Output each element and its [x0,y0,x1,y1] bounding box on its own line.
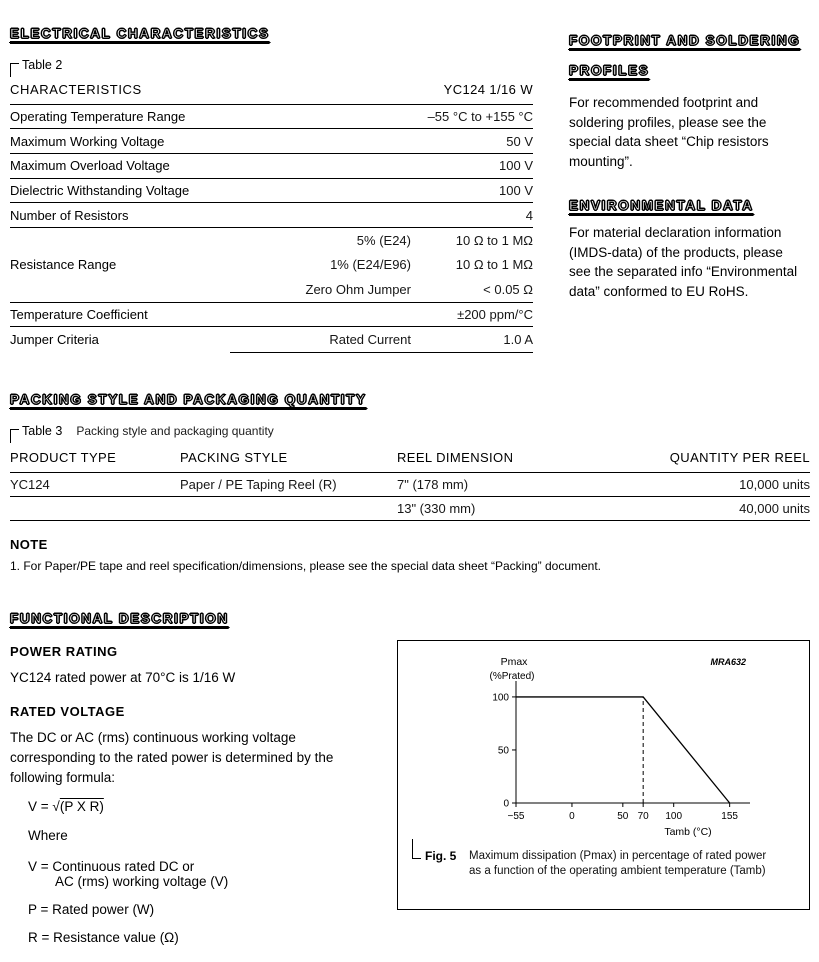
formula-lhs: V = [28,798,49,814]
y-tick-label: 50 [497,745,509,757]
row-condition: Rated Current [329,332,411,348]
table-row [10,327,533,352]
power-rating-text: YC124 rated power at 70°C is 1/16 W [10,669,236,685]
rated-voltage-text: The DC or AC (rms) continuous working voltage corresponding to the rated power is determined by the following formula: [10,729,334,785]
row-value: 10 Ω to 1 MΩ [455,232,533,248]
table2-marker [10,58,533,72]
row-value: 100 V [499,158,533,174]
table-row [10,303,533,328]
row-value: ±200 ppm/°C [457,306,533,322]
footprint-heading: FOOTPRINT AND SOLDERING PROFILES [569,33,801,78]
cell-product-type: YC124 [10,476,50,492]
row-value: 1.0 A [503,332,533,348]
sidebar-notes [569,26,801,352]
figure-label: Fig. 5 [425,848,457,863]
row-label: Maximum Working Voltage [10,133,165,149]
packing-section [10,392,810,521]
definition-v-line1: V = Continuous rated DC or [28,858,195,874]
definition-v [28,859,385,889]
row-label: Maximum Overload Voltage [10,158,170,174]
x-tick-label: −55 [507,810,525,822]
top-row [10,26,810,352]
rated-voltage-heading: RATED VOLTAGE [10,703,125,719]
table-subrow [241,277,533,302]
environmental-heading: ENVIRONMENTAL DATA [569,198,754,214]
functional-text-column [10,640,385,945]
radical-sign: √ [52,798,60,814]
corner-bracket-icon [10,429,19,443]
definition-r: R = Resistance value (Ω) [28,929,179,945]
electrical-table-header [10,79,533,105]
resistance-range-group [10,228,533,303]
definition-v-line2: AC (rms) working voltage (V) [55,873,229,889]
row-label: Dielectric Withstanding Voltage [10,182,190,198]
resistance-subrows [241,228,533,302]
electrical-table [10,79,533,352]
functional-row [10,640,810,945]
environmental-body: For material declaration information (IMDS-data) of the products, please see the separated info “Environmental data” conformed to EU RoHS. [569,225,798,299]
header-part-number: YC124 1/16 W [443,81,533,97]
x-axis-label: Tamb (°C) [664,825,712,838]
row-label: Resistance Range [10,257,117,273]
table-row [10,154,533,179]
note-heading: NOTE [10,536,48,552]
row-value: 4 [525,207,533,223]
y-axis-label-line1: Pmax [500,655,528,668]
where-label: Where [28,827,68,843]
row-label: Jumper Criteria [10,332,99,348]
note-item: 1. For Paper/PE tape and reel specification/dimensions, please see the special data sheet “Packing” document. [10,558,602,573]
x-tick-label: 0 [569,810,575,822]
row-label: Temperature Coefficient [10,306,148,322]
row-value: 50 V [506,133,533,149]
row-value: –55 °C to +155 °C [427,109,533,125]
row-condition: Zero Ohm Jumper [305,281,411,297]
cell-packing-style: Paper / PE Taping Reel (R) [180,476,337,492]
electrical-heading: ELECTRICAL CHARACTERISTICS [10,26,270,41]
packing-heading: PACKING STYLE AND PACKAGING QUANTITY [10,391,367,407]
table-row [10,203,533,228]
row-condition: 1% (E24/E96) [330,257,411,273]
col-header-packing-style: PACKING STYLE [180,449,288,465]
cell-reel-dimension: 13" (330 mm) [397,500,476,516]
corner-bracket-icon [10,63,19,77]
formula [28,797,385,817]
definition-p: P = Rated power (W) [28,901,155,917]
functional-heading: FUNCTIONAL DESCRIPTION [10,610,229,626]
row-value: 100 V [499,182,533,198]
corner-bracket-icon [412,839,421,859]
y-axis-label-line2: (%Prated) [489,670,535,682]
table-row [10,179,533,204]
note-section [10,537,810,573]
col-header-reel-dimension: REEL DIMENSION [397,449,514,465]
table-row [10,129,533,154]
derating-line [516,696,730,802]
x-tick-label: 50 [617,810,629,822]
row-label: Number of Resistors [10,207,129,223]
table2-marker-label: Table 2 [22,57,63,72]
row-value: < 0.05 Ω [483,281,533,297]
header-characteristics: CHARACTERISTICS [10,81,142,97]
cell-reel-dimension: 7" (178 mm) [397,476,469,492]
derating-chart [398,641,809,841]
x-tick-label: 100 [665,810,683,822]
y-tick-label: 100 [492,691,509,703]
table-row [10,497,810,521]
table3-marker [10,424,810,438]
caption-line2: as a function of the operating ambient temperature (Tamb) [469,864,766,877]
col-header-quantity: QUANTITY PER REEL [669,449,810,465]
figure-caption [398,841,809,879]
row-condition: 5% (E24) [356,232,411,248]
table-row [10,473,810,497]
cell-quantity: 10,000 units [739,476,810,492]
formula-radicand: (P X R) [59,798,104,814]
col-header-product-type: PRODUCT TYPE [10,449,117,465]
figure-5 [397,640,810,910]
packing-table-header [10,445,810,473]
cell-quantity: 40,000 units [739,500,810,516]
functional-heading-wrap [10,611,810,628]
row-value: 10 Ω to 1 MΩ [455,257,533,273]
power-rating-heading: POWER RATING [10,643,118,659]
table-subrow [241,252,533,277]
table-subrow [241,228,533,253]
x-tick-label: 155 [721,810,738,822]
y-tick-label: 0 [503,798,509,810]
row-label: Operating Temperature Range [10,109,186,125]
electrical-characteristics-section [10,26,533,352]
table3-marker-label: Table 3 [22,423,63,438]
packing-table [10,445,810,521]
footprint-body: For recommended footprint and soldering profiles, please see the special data sheet “Chip resistors mounting”. [569,95,769,169]
figure-caption-text [469,849,766,879]
environmental-block [569,198,801,301]
x-tick-label: 70 [637,810,649,822]
caption-line1: Maximum dissipation (Pmax) in percentage of rated power [469,849,767,862]
table-row [10,105,533,130]
table3-caption: Packing style and packaging quantity [76,423,274,438]
chart-watermark: MRA632 [710,656,746,667]
